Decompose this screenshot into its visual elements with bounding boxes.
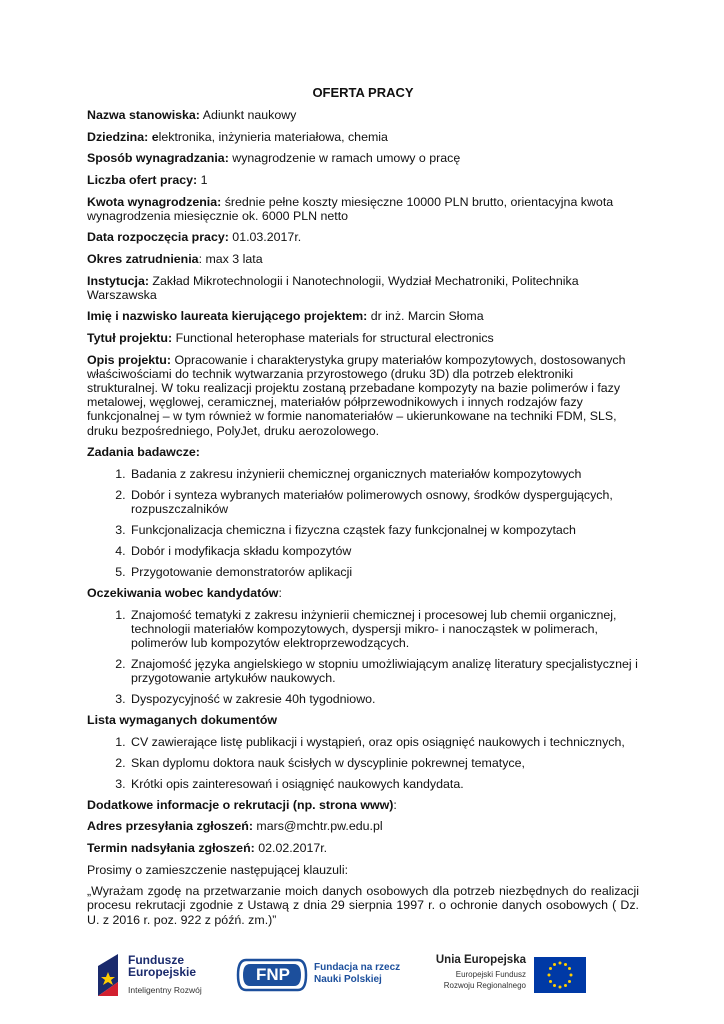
field-dziedzina	[87, 130, 639, 144]
logo-unia-europejska	[430, 954, 590, 1004]
field-wynagradzanie	[87, 151, 639, 165]
list-item: 2. Dobór i synteza wybranych materiałów polimerowych osnowy, środków dyspergujących, rozpuszczalników	[129, 488, 639, 516]
field-tytul	[87, 331, 639, 345]
section-heading-zadania: Zadania badawcze:	[87, 445, 200, 460]
field-label: Termin nadsyłania zgłoszeń:	[87, 840, 255, 855]
field-label: Okres zatrudnienia	[87, 251, 199, 266]
field-value: Adiunkt naukowy	[199, 108, 297, 123]
list-item: 3. Krótki opis zainteresowań i osiągnięć naukowych kandydata.	[129, 777, 639, 791]
field-value: :	[393, 797, 397, 812]
fe-line3: Inteligentny Rozwój	[128, 985, 202, 995]
list-item: 5. Przygotowanie demonstratorów aplikacji	[129, 565, 639, 579]
list-item: 2. Skan dyplomu doktora nauk ścisłych w dyscyplinie pokrewnej tematyce,	[129, 756, 639, 770]
field-opis	[87, 353, 639, 438]
field-label: Adres przesyłania zgłoszeń:	[87, 819, 253, 834]
field-value: średnie pełne koszty miesięczne 10000 PLN brutto, orientacyjna kwota wynagrodzenia miesięcznie ok. 6000 PLN netto	[87, 194, 614, 223]
ue-line1: Unia Europejska	[435, 954, 526, 966]
section-heading-oczekiwania	[87, 586, 639, 600]
list-item: 1. Badania z zakresu inżynierii chemicznej organicznych materiałów kompozytowych	[129, 467, 639, 481]
field-value: Zakład Mikrotechnologii i Nanotechnologii, Wydział Mechatroniki, Politechnika Warszawska	[87, 273, 579, 302]
field-liczba	[87, 173, 639, 187]
list-item: 4. Dobór i modyfikacja składu kompozytów	[129, 544, 639, 558]
list-item: 2. Znajomość języka angielskiego w stopniu umożliwiającym analizę literatury specjalistycznej i przygotowanie artykułów naukowych.	[129, 657, 639, 685]
field-label: Imię i nazwisko laureata kierującego projektem:	[87, 309, 368, 324]
list-zadania	[87, 467, 639, 579]
field-label: Instytucja:	[87, 273, 149, 288]
section-heading-dokumenty: Lista wymaganych dokumentów	[87, 713, 278, 728]
fnp-abbr: FNP	[256, 965, 290, 984]
field-adres	[87, 819, 639, 833]
field-label: Tytuł projektu:	[87, 330, 173, 345]
field-label: Dziedzina: e	[87, 129, 159, 144]
field-label: Liczba ofert pracy:	[87, 172, 198, 187]
section-heading-suffix: :	[278, 585, 282, 600]
section-heading-label: Oczekiwania wobec kandydatów	[87, 585, 279, 600]
footer-logos	[0, 944, 724, 1014]
field-value: 1	[197, 172, 208, 187]
logo-fnp	[236, 958, 406, 998]
list-dokumenty	[87, 735, 639, 791]
fnp-line1: Fundacja na rzecz	[314, 962, 401, 973]
field-termin	[87, 841, 639, 855]
ue-line3: Rozwoju Regionalnego	[443, 981, 526, 990]
field-value: mars@mchtr.pw.edu.pl	[252, 819, 383, 834]
logo-fundusze-europejskie	[96, 952, 226, 1000]
fe-emblem-icon	[96, 952, 122, 998]
fe-line2: Europejskie	[128, 965, 197, 979]
field-label: Sposób wynagradzania:	[87, 151, 229, 166]
field-label: Opis projektu:	[87, 352, 171, 367]
field-okres	[87, 252, 639, 266]
page-title: OFERTA PRACY	[312, 85, 414, 100]
field-value: : max 3 lata	[198, 251, 263, 266]
field-dodatkowe	[87, 798, 639, 812]
ue-line2: Europejski Fundusz	[455, 970, 526, 979]
list-item: 3. Funkcjonalizacja chemiczna i fizyczna cząstek fazy funkcjonalnej w kompozytach	[129, 523, 639, 537]
field-kwota	[87, 195, 639, 223]
field-data	[87, 230, 639, 244]
prosimy-text: Prosimy o zamieszczenie następującej klauzuli:	[87, 862, 349, 877]
field-value: Opracowanie i charakterystyka grupy materiałów kompozytowych, dostosowanych właściwościami do technik wytwarzania przyrostowego (druku 3D) dla potrzeb elektroniki strukturalnej. W toku realizacji projektu zostaną przebadane kompozyty na bazie polimerów i fazy metalowej, węglowej, ceramicznej, materiałów półprzewodnikowych i innych rodzajów fazy funkcjonalnej – w tym również w formie nanomateriałów – ukierunkowane na techniki FDM, SLS, druku bezpośredniego, PolyJet, druku aerozolowego.	[87, 352, 626, 438]
klauzula-text: „Wyrażam zgodę na przetwarzanie moich danych osobowych dla potrzeb niezbędnych do realizacji procesu rekrutacji zgodnie z Ustawą z dnia 29 sierpnia 1997 r. o ochronie danych osobowych ( Dz. U. z 2016 r. poz. 922 z późń. zm.)”	[87, 884, 639, 927]
eu-flag-icon	[534, 957, 586, 993]
list-item: 1. CV zawierające listę publikacji i wystąpień, oraz opis osiągnięć naukowych i technicznych,	[129, 735, 639, 749]
field-value: Functional heterophase materials for structural electronics	[172, 330, 494, 345]
field-value: dr inż. Marcin Słoma	[367, 309, 484, 324]
field-label: Nazwa stanowiska:	[87, 108, 200, 123]
fe-line1: Fundusze	[128, 953, 184, 967]
field-value: 02.02.2017r.	[254, 840, 328, 855]
list-item: 1. Znajomość tematyki z zakresu inżynierii chemicznej i procesowej lub chemii organicznej, technologii materiałów kompozytowych, dyspersji mikro- i nanocząstek w polimerach, polimerów lub kompozytów elektroprzewodzących.	[129, 608, 639, 651]
field-laureat	[87, 309, 639, 323]
field-value: wynagrodzenie w ramach umowy o pracę	[228, 151, 461, 166]
list-oczekiwania	[87, 608, 639, 707]
field-label: Dodatkowe informacje o rekrutacji (np. strona www)	[87, 797, 394, 812]
field-stanowisko	[87, 108, 639, 122]
field-value: 01.03.2017r.	[228, 230, 302, 245]
fnp-line2: Nauki Polskiej	[314, 974, 382, 985]
document-body	[87, 86, 639, 934]
field-label: Kwota wynagrodzenia:	[87, 194, 222, 209]
field-label: Data rozpoczęcia pracy:	[87, 230, 229, 245]
field-value: lektronika, inżynieria materiałowa, chemia	[158, 129, 388, 144]
list-item: 3. Dyspozycyjność w zakresie 40h tygodniowo.	[129, 692, 639, 706]
field-instytucja	[87, 274, 639, 302]
